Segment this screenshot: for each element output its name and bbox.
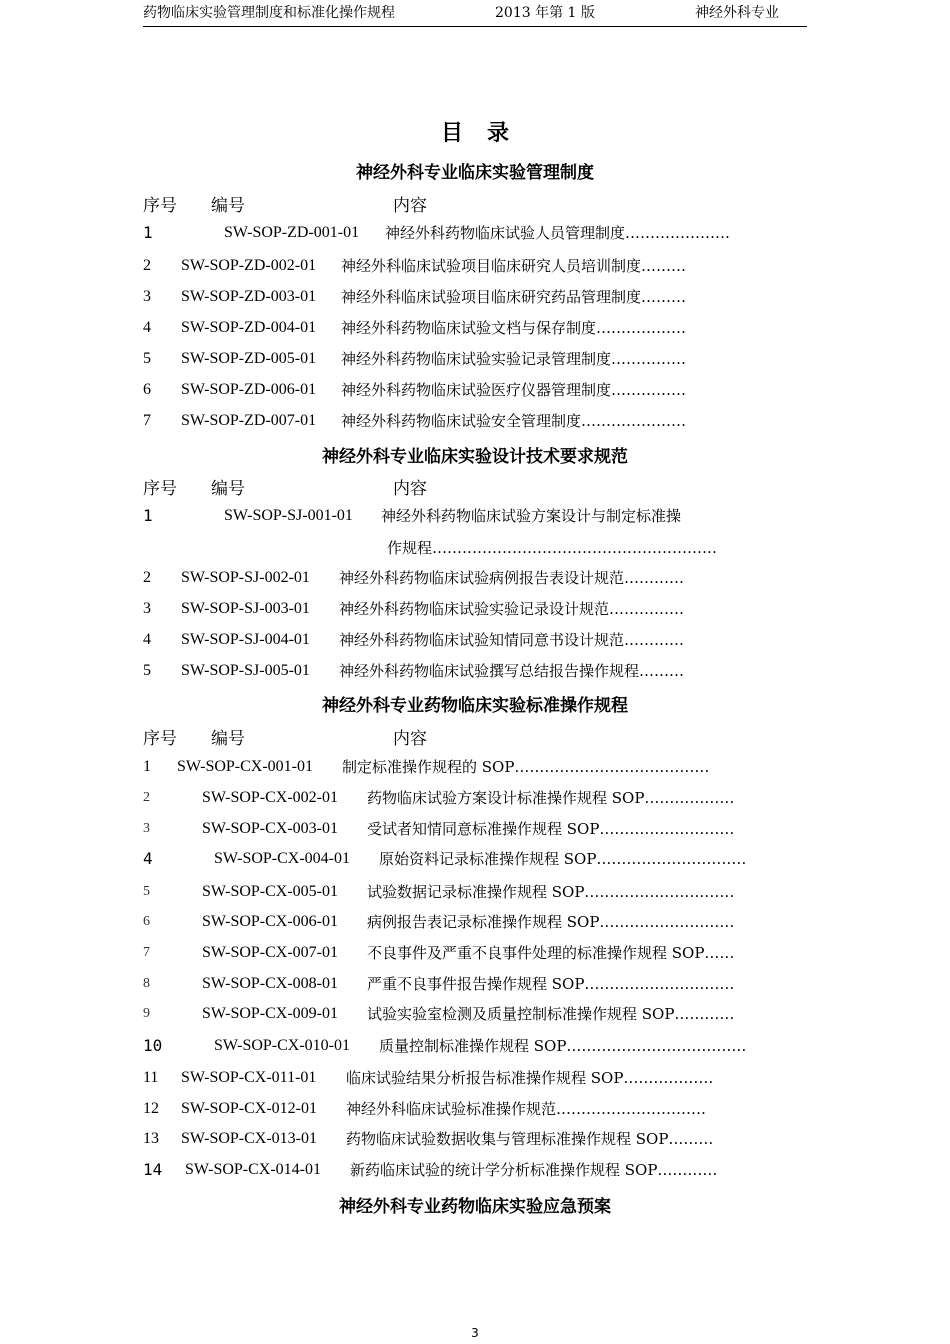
row-code: SW-SOP-SJ-002-01 [181,569,310,586]
col-code: 编号 [211,479,245,499]
row-no: 9 [143,1006,150,1021]
row-no: 5 [143,884,150,899]
row-content: 新药临床试验的统计学分析标准操作规程 SOP………… [350,1161,718,1179]
row-code: SW-SOP-CX-006-01 [202,913,339,930]
toc-title: 目录 [440,121,533,146]
row-code: SW-SOP-CX-010-01 [214,1037,351,1054]
row-code: SW-SOP-CX-007-01 [202,944,339,961]
row-no: 5 [143,662,151,679]
row-content: 神经外科药物临床试验病例报告表设计规范………… [339,569,685,587]
row-content: 药物临床试验方案设计标准操作规程 SOP……………… [367,789,735,807]
row-no: 2 [143,569,151,586]
row-content: 神经外科药物临床试验安全管理制度………………… [341,412,687,430]
row-content: 受试者知情同意标准操作规程 SOP……………………… [367,820,735,838]
row-no: 3 [143,288,151,305]
row-no: 1 [143,758,151,775]
row-content: 神经外科药物临床试验实验记录设计规范…………… [339,600,685,618]
row-content: 神经外科药物临床试验人员管理制度………………… [385,224,731,242]
row-content: 临床试验结果分析报告标准操作规程 SOP……………… [346,1069,714,1087]
row-no: 1 [143,223,153,242]
row-code: SW-SOP-ZD-005-01 [181,350,317,367]
row-code: SW-SOP-SJ-004-01 [181,631,310,648]
row-content-continued: 作规程………………………………………………… [387,539,718,557]
row-content: 原始资料记录标准操作规程 SOP………………………… [379,850,747,868]
row-code: SW-SOP-CX-004-01 [214,850,351,867]
col-content: 内容 [393,196,427,216]
row-no: 8 [143,976,150,991]
row-no: 13 [143,1130,159,1147]
row-content: 药物临床试验数据收集与管理标准操作规程 SOP……… [346,1130,714,1148]
row-no: 10 [143,1036,163,1055]
header-edition: 2013 年第 1 版 [495,5,595,21]
row-content: 神经外科药物临床试验实验记录管理制度…………… [341,350,687,368]
row-content: 神经外科药物临床试验文档与保存制度……………… [341,319,687,337]
row-code: SW-SOP-ZD-006-01 [181,381,317,398]
row-content: 试验实验室检测及质量控制标准操作规程 SOP………… [367,1005,735,1023]
col-no: 序号 [143,479,177,499]
row-content: 神经外科临床试验项目临床研究人员培训制度……… [341,257,687,275]
row-content: 神经外科药物临床试验撰写总结报告操作规程……… [339,662,685,680]
row-no: 6 [143,914,150,929]
col-no: 序号 [143,729,177,749]
row-code: SW-SOP-CX-002-01 [202,789,339,806]
section-title-design: 神经外科专业临床实验设计技术要求规范 [322,447,628,467]
row-content: 病例报告表记录标准操作规程 SOP……………………… [367,913,735,931]
row-content: 不良事件及严重不良事件处理的标准操作规程 SOP…… [367,944,735,962]
row-no: 4 [143,849,153,868]
row-content: 神经外科临床试验项目临床研究药品管理制度……… [341,288,687,306]
row-code: SW-SOP-ZD-004-01 [181,319,317,336]
page-header [143,0,807,27]
row-code: SW-SOP-CX-001-01 [177,758,314,775]
header-title: 药物临床实验管理制度和标准化操作规程 [143,5,395,21]
row-no: 7 [143,945,150,960]
row-code: SW-SOP-CX-009-01 [202,1005,339,1022]
section-title-management: 神经外科专业临床实验管理制度 [356,163,594,183]
col-code: 编号 [211,196,245,216]
row-code: SW-SOP-CX-013-01 [181,1130,318,1147]
row-no: 3 [143,600,151,617]
row-content: 制定标准操作规程的 SOP………………………………… [342,758,710,776]
row-no: 2 [143,257,151,274]
row-content: 神经外科药物临床试验医疗仪器管理制度…………… [341,381,687,399]
row-code: SW-SOP-SJ-005-01 [181,662,310,679]
row-code: SW-SOP-CX-008-01 [202,975,339,992]
row-no: 11 [143,1069,159,1086]
row-no: 1 [143,506,153,525]
row-code: SW-SOP-ZD-003-01 [181,288,317,305]
row-code: SW-SOP-ZD-002-01 [181,257,317,274]
row-code: SW-SOP-CX-012-01 [181,1100,318,1117]
row-content: 质量控制标准操作规程 SOP……………………………… [379,1037,747,1055]
row-content: 神经外科临床试验标准操作规范………………………… [346,1100,707,1118]
row-no: 6 [143,381,151,398]
row-no: 14 [143,1160,163,1179]
section-title-emergency: 神经外科专业药物临床实验应急预案 [339,1197,611,1217]
row-content: 严重不良事件报告操作规程 SOP………………………… [367,975,735,993]
row-code: SW-SOP-CX-014-01 [185,1161,322,1178]
header-department: 神经外科专业 [695,5,779,21]
row-code: SW-SOP-CX-005-01 [202,883,339,900]
row-code: SW-SOP-CX-003-01 [202,820,339,837]
row-code: SW-SOP-CX-011-01 [181,1069,317,1086]
col-code: 编号 [211,729,245,749]
row-no: 4 [143,631,151,648]
row-content: 神经外科药物临床试验知情同意书设计规范………… [339,631,685,649]
row-no: 4 [143,319,151,336]
row-no: 3 [143,821,150,836]
row-no: 2 [143,790,150,805]
row-no: 7 [143,412,151,429]
row-code: SW-SOP-SJ-003-01 [181,600,310,617]
section-title-sop: 神经外科专业药物临床实验标准操作规程 [322,696,628,716]
row-content: 神经外科药物临床试验方案设计与制定标准操 [381,507,682,525]
col-no: 序号 [143,196,177,216]
row-no: 5 [143,350,151,367]
row-no: 12 [143,1100,159,1117]
row-code: SW-SOP-ZD-007-01 [181,412,317,429]
row-content: 试验数据记录标准操作规程 SOP………………………… [367,883,735,901]
col-content: 内容 [393,479,427,499]
row-code: SW-SOP-ZD-001-01 [224,224,360,241]
page-number: 3 [471,1326,479,1340]
col-content: 内容 [393,729,427,749]
row-code: SW-SOP-SJ-001-01 [224,507,353,524]
